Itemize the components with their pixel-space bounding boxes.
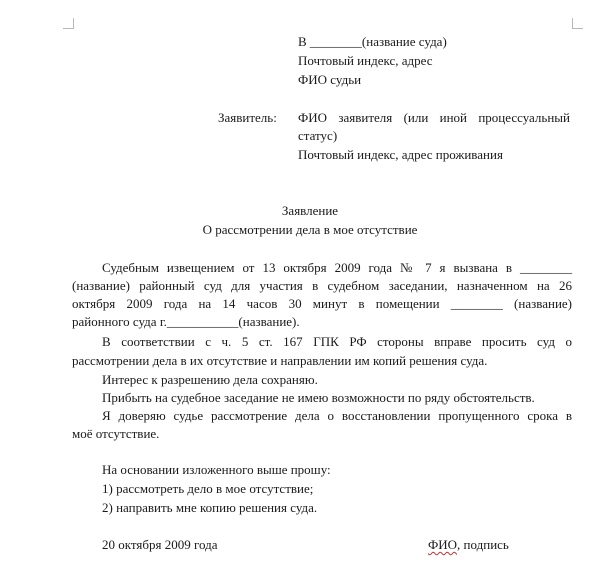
signature-line xyxy=(428,537,509,553)
applicant-label: Заявитель: xyxy=(218,110,277,125)
body-text-line: (название) районный суд для участия в судебном заседании, назначенном на 26 xyxy=(72,278,572,293)
body-text-line: моё отсутствие. xyxy=(72,426,160,441)
signature-label: , подпись xyxy=(457,537,509,552)
document-subtitle: О рассмотрении дела в мое отсутствие xyxy=(202,222,418,237)
applicant-line: ФИО заявителя (или иной процессуальный xyxy=(298,110,570,125)
judge-name: ФИО судьи xyxy=(298,72,362,87)
body-text-line: Прибыть на судебное заседание не имею возможности по ряду обстоятельств. xyxy=(102,390,535,405)
signature-fio: ФИО xyxy=(428,537,458,552)
request-intro: На основании изложенного выше прошу: xyxy=(102,462,331,477)
body-text-line: В соответствии с ч. 5 ст. 167 ГПК РФ стороны вправе просить суд о xyxy=(102,334,572,349)
body-text-line: октября 2009 года на 14 часов 30 минут в помещении ________ (название) xyxy=(72,296,572,311)
document-date: 20 октября 2009 года xyxy=(102,537,218,552)
margin-corner-mark xyxy=(63,18,74,29)
margin-corner-mark xyxy=(572,18,583,29)
court-address: Почтовый индекс, адрес xyxy=(298,53,433,68)
request-item: 2) направить мне копию решения суда. xyxy=(102,500,318,515)
body-text-line: Судебным извещением от 13 октября 2009 года № 7 я вызвана в ________ xyxy=(102,260,572,275)
court-name-line: В ________(название суда) xyxy=(298,34,447,49)
applicant-address: Почтовый индекс, адрес проживания xyxy=(298,147,503,162)
body-text-line: рассмотрении дела в их отсутствие и направлении им копий решения суда. xyxy=(72,353,488,368)
request-item: 1) рассмотреть дело в мое отсутствие; xyxy=(102,481,314,496)
body-text-line: Интерес к разрешению дела сохраняю. xyxy=(102,372,318,387)
body-text-line: районного суда г.___________(название). xyxy=(72,314,300,329)
document-title: Заявление xyxy=(281,203,339,218)
applicant-status: статус) xyxy=(298,128,338,143)
body-text-line: Я доверяю судье рассмотрение дела о восстановлении пропущенного срока в xyxy=(102,408,572,423)
